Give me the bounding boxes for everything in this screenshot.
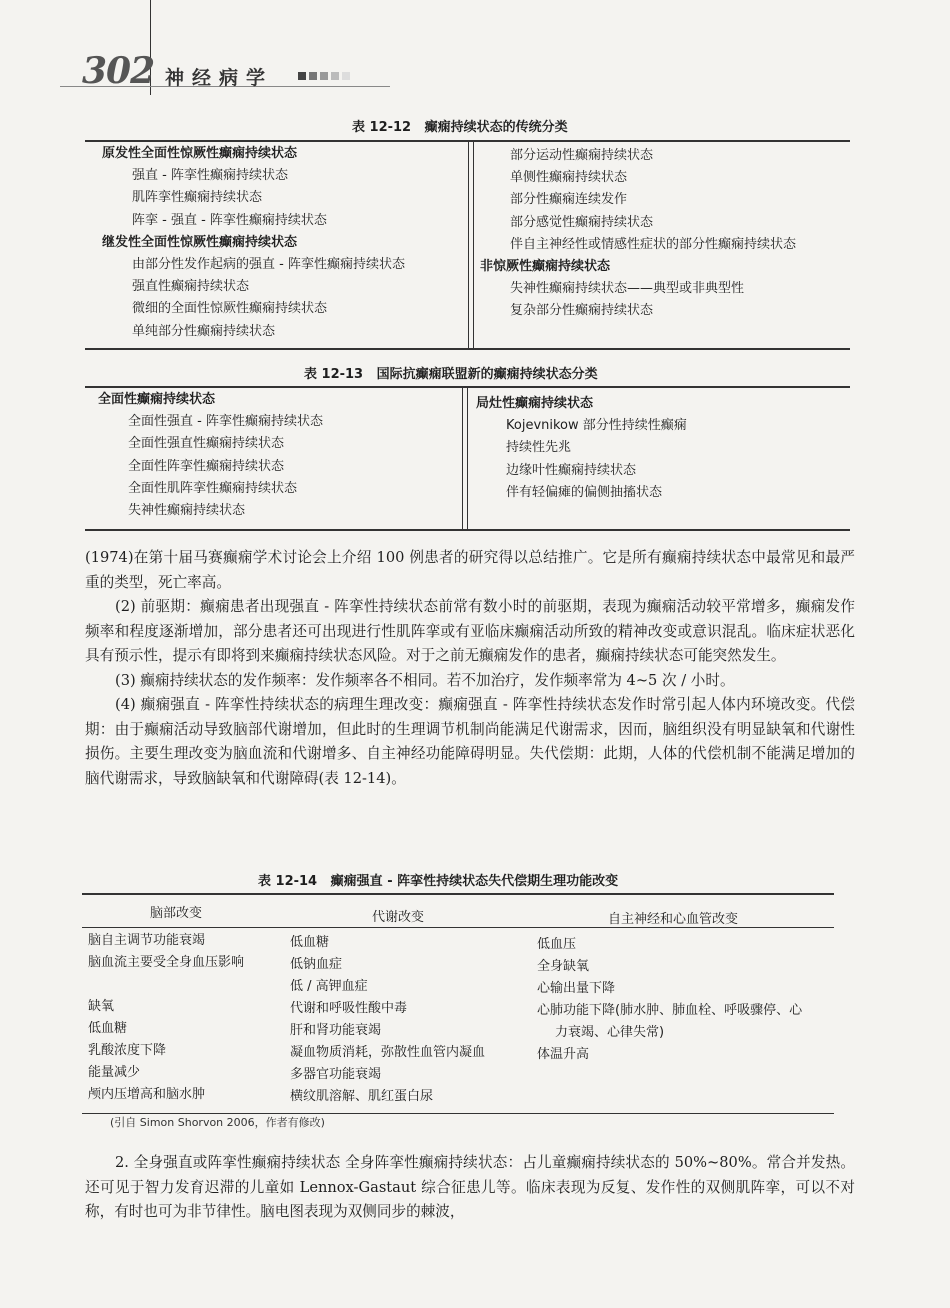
table-entry: 全面性阵挛性癫痫持续状态 [128,458,285,474]
table-cell: 凝血物质消耗，弥散性血管内凝血 [290,1045,486,1060]
table-entry: 单纯部分性癫痫持续状态 [132,323,276,339]
table-12-13-divider [467,386,468,531]
table-12-12-divider [473,140,474,350]
table-entry: Kojevnikow 部分性持续性癫痫 [506,418,687,434]
table-cell: 低血糖 [290,935,330,950]
table-entry: 全面性强直 - 阵挛性癫痫持续状态 [128,414,323,430]
paragraph-1: (1974)在第十届马赛癫痫学术讨论会上介绍 100 例患者的研究得以总结推广。它是所有癫痫持续状态中最常见和最严重的类型，死亡率高。 [85,549,855,591]
table-entry: 阵挛 - 强直 - 阵挛性癫痫持续状态 [132,212,327,228]
table-entry: 伴自主神经性或情感性症状的部分性癫痫持续状态 [510,236,797,252]
table-cell: 乳酸浓度下降 [88,1043,167,1058]
decoration-square [309,72,317,80]
decoration-square [331,72,339,80]
table-cell: 颅内压增高和脑水肿 [88,1087,206,1102]
table-cell: 横纹肌溶解、肌红蛋白尿 [290,1089,434,1104]
table-12-13-divider [462,386,463,531]
table-entry: 伴有轻偏瘫的偏侧抽搐状态 [506,484,663,500]
table-entry: 强直 - 阵挛性癫痫持续状态 [132,168,288,184]
table-12-14-column-autonomic [537,934,802,1066]
table-12-12-bottom-rule [85,348,850,350]
table-12-12-left-column [102,143,405,343]
paragraph-3: (3) 癫痫持续状态的发作频率：发作频率各不相同。若不加治疗，发作频率常为 4~5 次 / 小时。 [115,671,735,689]
table-entry: 原发性全面性惊厥性癫痫持续状态 [102,146,298,161]
table-cell: 低钠血症 [290,957,343,972]
table-cell: 脑自主调节功能衰竭 [88,933,206,948]
table-entry: 强直性癫痫持续状态 [132,279,250,295]
table-cell: 体温升高 [537,1047,590,1062]
table-12-14-column-brain [88,930,244,1106]
table-cell: 多器官功能衰竭 [290,1067,382,1082]
table-entry: 微细的全面性惊厥性癫痫持续状态 [132,301,328,317]
table-entry: 失神性癫痫持续状态——典型或非典型性 [510,281,745,297]
table-12-14-header-autonomic: 自主神经和心血管改变 [608,912,739,927]
header-decoration [298,72,350,80]
table-12-12-right-column [480,145,796,323]
table-entry: 持续性先兆 [506,440,572,456]
decoration-square [342,72,350,80]
table-cell: 心输出量下降 [537,981,616,996]
table-entry: 局灶性癫痫持续状态 [476,396,594,411]
table-entry: 复杂部分性癫痫持续状态 [510,303,654,319]
table-12-14-footnote: (引自 Simon Shorvon 2006，作者有修改) [110,1116,325,1129]
table-cell: 力衰竭、心律失常) [555,1025,665,1040]
table-cell: 能量减少 [88,1065,141,1080]
book-title: 神经病学 [165,67,274,89]
table-12-13-left-column [98,389,323,522]
table-entry: 单侧性癫痫持续状态 [510,170,628,186]
paragraph-2: (2) 前驱期：癫痫患者出现强直 - 阵挛性持续状态前常有数小时的前驱期，表现为癫痫活动较平常增多，癫痫发作频率和程度逐渐增加，部分患者还可出现进行性肌阵挛或有亚临床癫痫活动所致的精神改变或意识混乱。临床症状恶化具有预示性，提示有即将到来癫痫持续状态风险。对于之前无癫痫发作的患者，癫痫持续状态可能突然发生。 [85,598,855,664]
table-cell [88,974,244,996]
table-12-12-caption: 表 12-12 癫痫持续状态的传统分类 [352,120,568,135]
table-cell: 肝和肾功能衰竭 [290,1023,382,1038]
body-text [85,546,855,791]
section-2 [85,1151,855,1225]
table-12-14-column-metabolic [290,932,485,1108]
section-2-text: 2. 全身强直或阵挛性癫痫持续状态 全身阵挛性癫痫持续状态：占儿童癫痫持续状态的 50%~80%。常合并发热。还可见于智力发育迟滞的儿童如 Lennox-Gastaut 综合征患儿等。临床表现为反复、发作性的双侧肌阵挛，可以不对称，有时也可为非节律性。脑电图表现为双侧同步的棘波， [85,1154,855,1220]
table-entry: 失神性癫痫持续状态 [128,502,246,518]
table-entry: 由部分性发作起病的强直 - 阵挛性癫痫持续状态 [132,256,405,272]
decoration-square [320,72,328,80]
table-entry: 部分性癫痫连续发作 [510,192,628,208]
table-cell: 脑血流主要受全身血压影响 [88,955,245,970]
table-12-14-header-brain: 脑部改变 [150,906,203,921]
table-entry: 继发性全面性惊厥性癫痫持续状态 [102,234,298,250]
table-12-14-header-rule [82,927,834,928]
table-12-12-divider [468,140,469,350]
table-entry: 全面性肌阵挛性癫痫持续状态 [128,480,298,496]
table-12-14-header-metabolic: 代谢改变 [372,910,425,925]
table-cell: 缺氧 [88,999,115,1014]
table-cell: 心肺功能下降(肺水肿、肺血栓、呼吸骤停、心 [537,1003,803,1018]
table-cell: 低血压 [537,937,577,952]
table-entry: 非惊厥性癫痫持续状态 [480,258,611,274]
table-cell: 低血糖 [88,1021,128,1036]
table-entry: 边缘叶性癫痫持续状态 [506,462,637,478]
table-cell: 全身缺氧 [537,959,590,974]
table-entry: 肌阵挛性癫痫持续状态 [132,190,263,206]
table-12-14-caption: 表 12-14 癫痫强直 - 阵挛性持续状态失代偿期生理功能改变 [258,874,619,889]
table-entry: 全面性强直性癫痫持续状态 [128,436,285,452]
paragraph-4: (4) 癫痫强直 - 阵挛性持续状态的病理生理改变：癫痫强直 - 阵挛性持续状态发作时常引起人体内环境改变。代偿期：由于癫痫活动导致脑部代谢增加，但此时的生理调节机制尚能满足代谢需求，因而，脑组织没有明显缺氧和代谢性损伤。主要生理改变为脑血流和代谢增多、自主神经功能障碍明显。失代偿期：此期，人体的代偿机制不能满足增加的脑代谢需求，导致脑缺氧和代谢障碍(表 12-14)。 [85,696,855,787]
table-entry: 部分运动性癫痫持续状态 [510,148,654,163]
table-cell: 低 / 高钾血症 [290,979,368,994]
table-12-13-right-column [476,393,687,504]
page-number: 302 [82,50,155,92]
table-entry: 全面性癫痫持续状态 [98,392,216,407]
table-12-13-bottom-rule [85,529,850,531]
table-cell: 代谢和呼吸性酸中毒 [290,1001,408,1016]
decoration-square [298,72,306,80]
table-12-13-caption: 表 12-13 国际抗癫痫联盟新的癫痫持续状态分类 [304,367,598,382]
table-entry: 部分感觉性癫痫持续状态 [510,214,654,230]
table-12-14-top-rule [82,893,834,895]
